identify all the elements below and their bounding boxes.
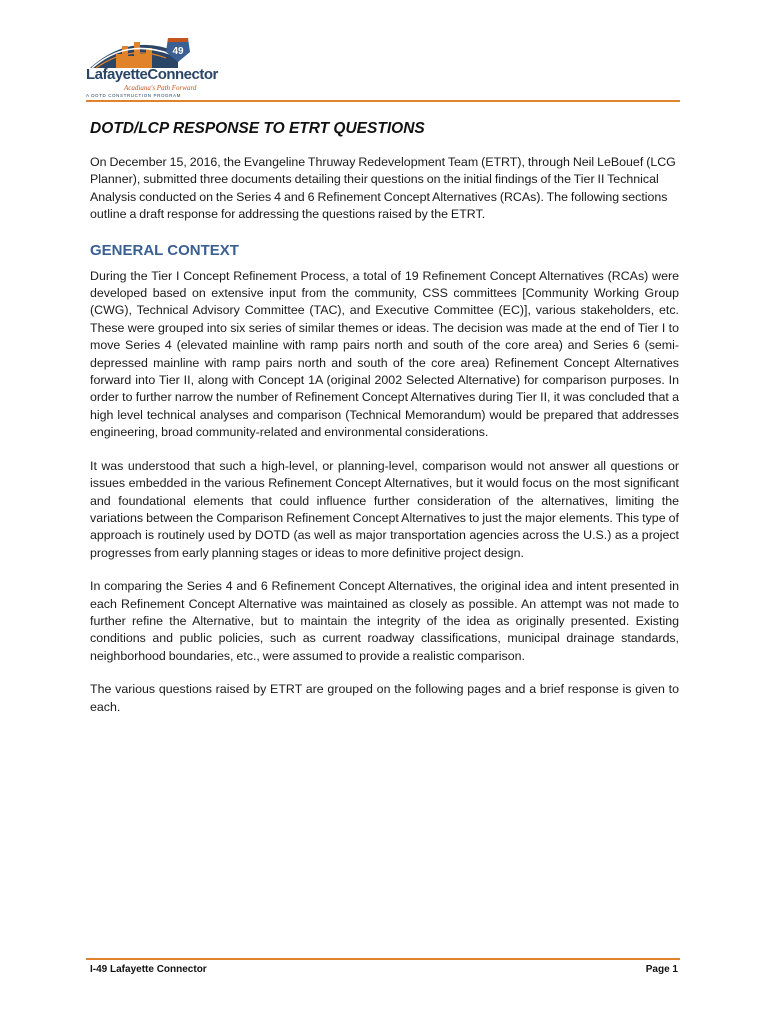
header-divider bbox=[86, 100, 680, 102]
intro-paragraph: On December 15, 2016, the Evangeline Thruway Redevelopment Team (ETRT), through Neil LeBouef (LCG Planner), submitted three documents detailing their questions on the initial findings of the Tier II Technical Analysis conducted on the Series 4 and 6 Refinement Concept Alternatives (RCAs). The following sections outline a draft response for addressing the questions raised by the ETRT. bbox=[90, 155, 676, 222]
logo-name: LafayetteConnector bbox=[86, 66, 218, 83]
logo-tagline: Acadiana's Path Forward bbox=[124, 84, 197, 92]
logo-program-line: A DOTD CONSTRUCTION PROGRAM bbox=[86, 93, 181, 98]
document-title: DOTD/LCP RESPONSE TO ETRT QUESTIONS bbox=[90, 120, 425, 137]
body-paragraph: It was understood that such a high-level, or planning-level, comparison would not answer all questions or issues embedded in the various Refinement Concept Alternatives, but it would focus on the most significant and foundational elements that could influence further consideration of the alternatives, limiting the variations between the Comparison Refinement Concept Alternatives to just the major elements. This type of approach is routinely used by DOTD (as well as major transportation agencies across the U.S.) as a project progresses from early planning stages or ideas to more definitive project design. bbox=[90, 458, 679, 560]
body-paragraph: During the Tier I Concept Refinement Process, a total of 19 Refinement Concept Alternatives (RCAs) were developed based on extensive input from the community, CSS committees [Community Working Group (CWG), Technical Advisory Committee (TAC), and Executive Committee (EC)], various stakeholders, etc. These were grouped into six series of similar themes or ideas. The decision was made at the end of Tier I to move Series 4 (elevated mainline with ramp pairs north and south of the core area) and Series 6 (semi-depressed mainline with ramp pairs north and south of the core area) Refinement Concept Alternatives forward into Tier II, along with Concept 1A (original 2002 Selected Alternative) for comparison purposes. In order to further narrow the number of Refinement Concept Alternatives during Tier II, it was concluded that a high level technical analyses and comparison (Technical Memorandum) would be prepared that addresses engineering, broad community-related and environmental considerations. bbox=[90, 268, 679, 440]
section-heading-general-context: GENERAL CONTEXT bbox=[90, 241, 239, 259]
footer-project-name: I-49 Lafayette Connector bbox=[90, 964, 207, 975]
body-paragraph: In comparing the Series 4 and 6 Refinement Concept Alternatives, the original idea and intent presented in each Refinement Concept Alternative was maintained as closely as possible. An attempt was not made to further refine the Alternative, but to maintain the integrity of the idea as originally presented. Existing conditions and public policies, such as current roadway classifications, municipal drainage standards, neighborhood boundaries, etc., were assumed to provide a realistic comparison. bbox=[90, 579, 679, 663]
lafayette-connector-logo bbox=[86, 30, 226, 100]
footer-page-number: Page 1 bbox=[645, 964, 678, 975]
document-body bbox=[90, 118, 679, 732]
footer-divider bbox=[86, 958, 680, 960]
body-paragraph: The various questions raised by ETRT are grouped on the following pages and a brief response is given to each. bbox=[90, 682, 679, 714]
interstate-shield-badge: 49 bbox=[172, 46, 184, 57]
bridge-skyline-icon bbox=[86, 30, 226, 70]
